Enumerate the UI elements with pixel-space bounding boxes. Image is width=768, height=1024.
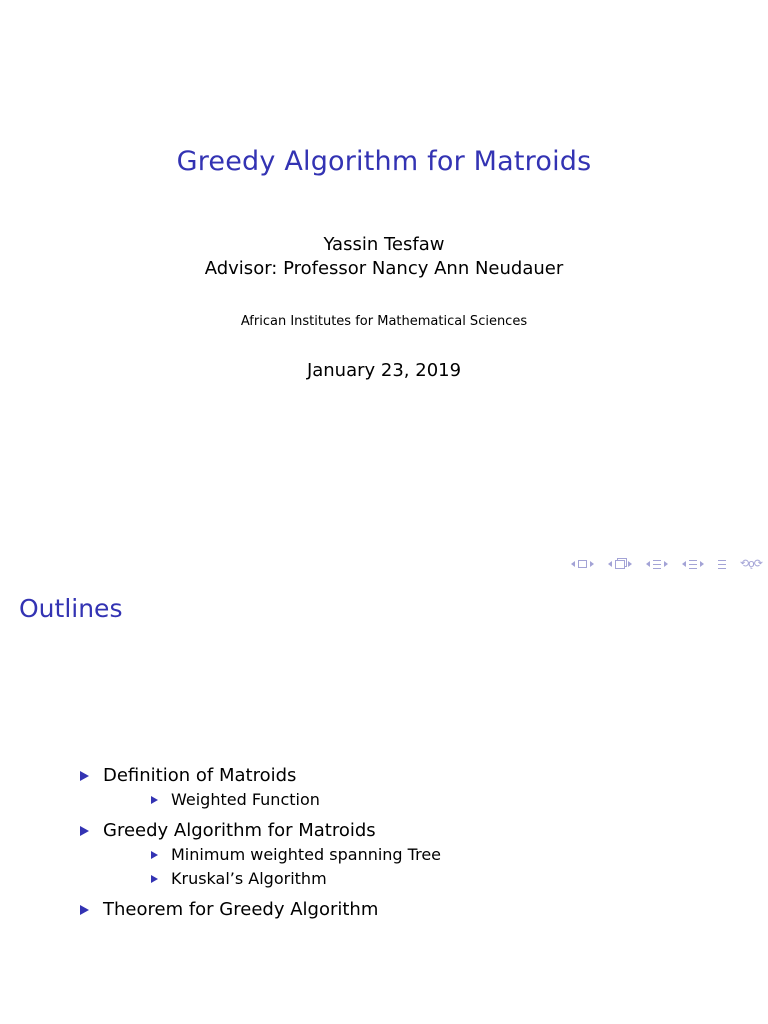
bullet-triangle-icon xyxy=(151,796,158,804)
document-icon[interactable] xyxy=(718,560,726,569)
frame-title: Outlines xyxy=(19,594,123,623)
search-icon[interactable] xyxy=(740,558,762,570)
section-nav-icon[interactable] xyxy=(682,560,704,569)
outline-subitem-label: Weighted Function xyxy=(171,790,320,809)
outline-item xyxy=(76,764,441,814)
presentation-title: Greedy Algorithm for Matroids xyxy=(176,146,592,177)
outline-item-label: Definition of Matroids xyxy=(103,765,297,786)
frame-nav-icon[interactable] xyxy=(608,560,632,569)
outline-subitem xyxy=(103,867,441,891)
beamer-navigation-bar xyxy=(559,556,762,572)
outline-item xyxy=(76,898,441,922)
presentation-date: January 23, 2019 xyxy=(306,360,462,381)
bullet-triangle-icon xyxy=(80,771,89,781)
outline-subitem xyxy=(103,843,441,867)
institute-name: African Institutes for Mathematical Sciences xyxy=(240,314,528,329)
outline-subitem-label: Minimum weighted spanning Tree xyxy=(171,845,442,864)
outline-slide xyxy=(0,576,768,1024)
subsection-nav-icon[interactable] xyxy=(646,560,668,569)
outline-item-label: Greedy Algorithm for Matroids xyxy=(103,820,376,841)
outline-sublist xyxy=(103,843,441,893)
outline-item xyxy=(76,819,441,893)
bullet-triangle-icon xyxy=(151,851,158,859)
author-name: Yassin Tesfaw xyxy=(323,234,445,255)
bullet-triangle-icon xyxy=(151,875,158,883)
bullet-triangle-icon xyxy=(80,826,89,836)
advisor-line: Advisor: Professor Nancy Ann Neudauer xyxy=(204,258,564,279)
outline-sublist xyxy=(103,788,441,814)
outline-subitem xyxy=(103,788,441,812)
outline-item-label: Theorem for Greedy Algorithm xyxy=(103,899,379,920)
outline-subitem-label: Kruskal’s Algorithm xyxy=(171,869,327,888)
outline-list xyxy=(76,764,441,927)
slide-nav-icon[interactable] xyxy=(571,560,594,568)
search-glyphs: ⟲ǫ⟳ xyxy=(739,557,762,570)
bullet-triangle-icon xyxy=(80,905,89,915)
